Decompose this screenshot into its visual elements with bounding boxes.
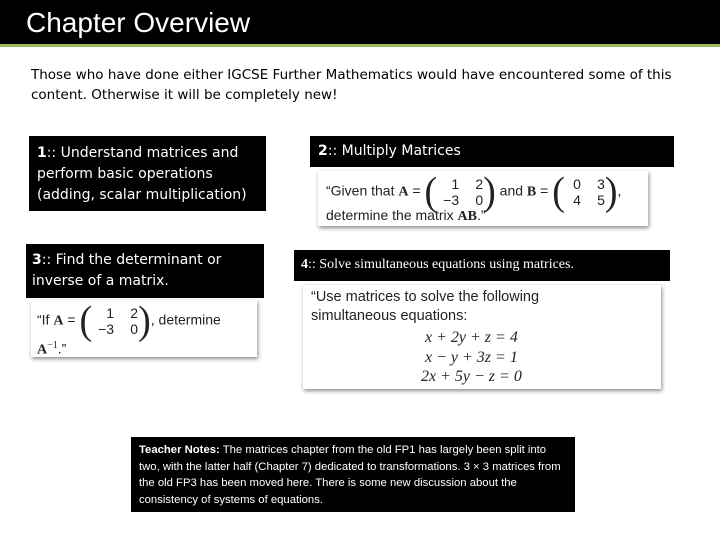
left-paren: ( (552, 169, 565, 215)
example-card-simultaneous (303, 285, 661, 389)
objective-number: 2 (318, 143, 328, 159)
objective-separator: :: (308, 257, 320, 272)
objective-separator: :: (41, 252, 56, 268)
example-text: , (617, 182, 622, 199)
matrix-symbol-a: A (37, 342, 48, 358)
example-text: and (495, 182, 527, 199)
example-text: “If (37, 311, 54, 328)
matrix-a (92, 305, 138, 337)
example-card-determinant (31, 300, 257, 357)
objective-number: 3 (32, 252, 42, 268)
matrix-cell: 1 (106, 305, 115, 321)
teacher-notes-text: The matrices chapter from the old FP1 has largely been split into two, with the latter half (Chapter 7) dedicated to transformations. 3 × 3 matrices from the old FP3 has been moved here. There is some new discussion about the consistency of systems of equations. (139, 444, 561, 506)
accent-line (0, 44, 720, 47)
objective-separator: :: (327, 143, 342, 159)
right-paren: ) (604, 169, 618, 215)
matrix-cell: 4 (573, 192, 581, 208)
equals-sign: = (536, 182, 553, 199)
right-paren: ) (138, 298, 151, 344)
objective-box-4 (294, 250, 670, 281)
objective-box-3 (26, 244, 264, 298)
left-paren: ( (424, 169, 438, 215)
example-text: “Given that (326, 182, 399, 199)
example-text: .” (476, 207, 486, 223)
right-paren: ) (483, 169, 496, 215)
example-card-multiply (318, 171, 648, 226)
matrix-cell: 0 (475, 192, 484, 208)
left-paren: ( (79, 298, 93, 344)
matrix-cell: 0 (573, 176, 581, 192)
matrix-cell: 2 (130, 305, 139, 321)
intro-text: Those who have done either IGCSE Further Mathematics would have encountered some of this content. Otherwise it will be completely new! (31, 67, 672, 103)
example-text: determine the matrix (326, 207, 458, 223)
matrix-cell: −3 (98, 321, 115, 337)
objective-number: 1 (37, 145, 47, 161)
matrix-cell: 5 (597, 192, 605, 208)
example-text: “Use matrices to solve the following (311, 289, 540, 305)
equation-2: x − y + 3z = 1 (425, 348, 518, 366)
matrix-symbol-b: B (526, 184, 537, 200)
equals-sign: = (63, 311, 80, 328)
matrix-symbol-a: A (53, 313, 64, 329)
example-text: simultaneous equations: (311, 308, 468, 324)
matrix-symbol-ab: AB (457, 209, 477, 224)
example-text: , determine (150, 311, 221, 328)
matrix-cell: 0 (130, 321, 139, 337)
objective-text: Solve simultaneous equations using matrices. (319, 257, 574, 272)
example-text: .” (57, 340, 67, 357)
matrix-cell: −3 (443, 192, 460, 208)
matrix-a (437, 176, 483, 208)
objective-separator: :: (46, 145, 61, 161)
inverse-superscript: −1 (47, 340, 58, 351)
teacher-notes (131, 437, 575, 512)
matrix-cell: 3 (597, 176, 605, 192)
objective-text: Multiply Matrices (341, 143, 461, 159)
equals-sign: = (408, 182, 425, 199)
page-title: Chapter Overview (26, 7, 251, 38)
matrix-symbol-a: A (398, 184, 409, 200)
objective-text: Find the determinant or inverse of a matrix. (32, 252, 222, 289)
objective-number: 4 (301, 257, 308, 272)
matrix-b (565, 176, 605, 208)
equation-3: 2x + 5y − z = 0 (421, 368, 522, 385)
matrix-cell: 1 (451, 176, 460, 192)
objective-box-1 (29, 136, 266, 211)
objective-box-2 (310, 136, 674, 167)
matrix-cell: 2 (475, 176, 484, 192)
objective-text: Understand matrices and perform basic operations (adding, scalar multiplication) (37, 145, 247, 203)
equation-1: x + 2y + z = 4 (425, 329, 518, 346)
teacher-notes-label: Teacher Notes: (139, 444, 220, 456)
